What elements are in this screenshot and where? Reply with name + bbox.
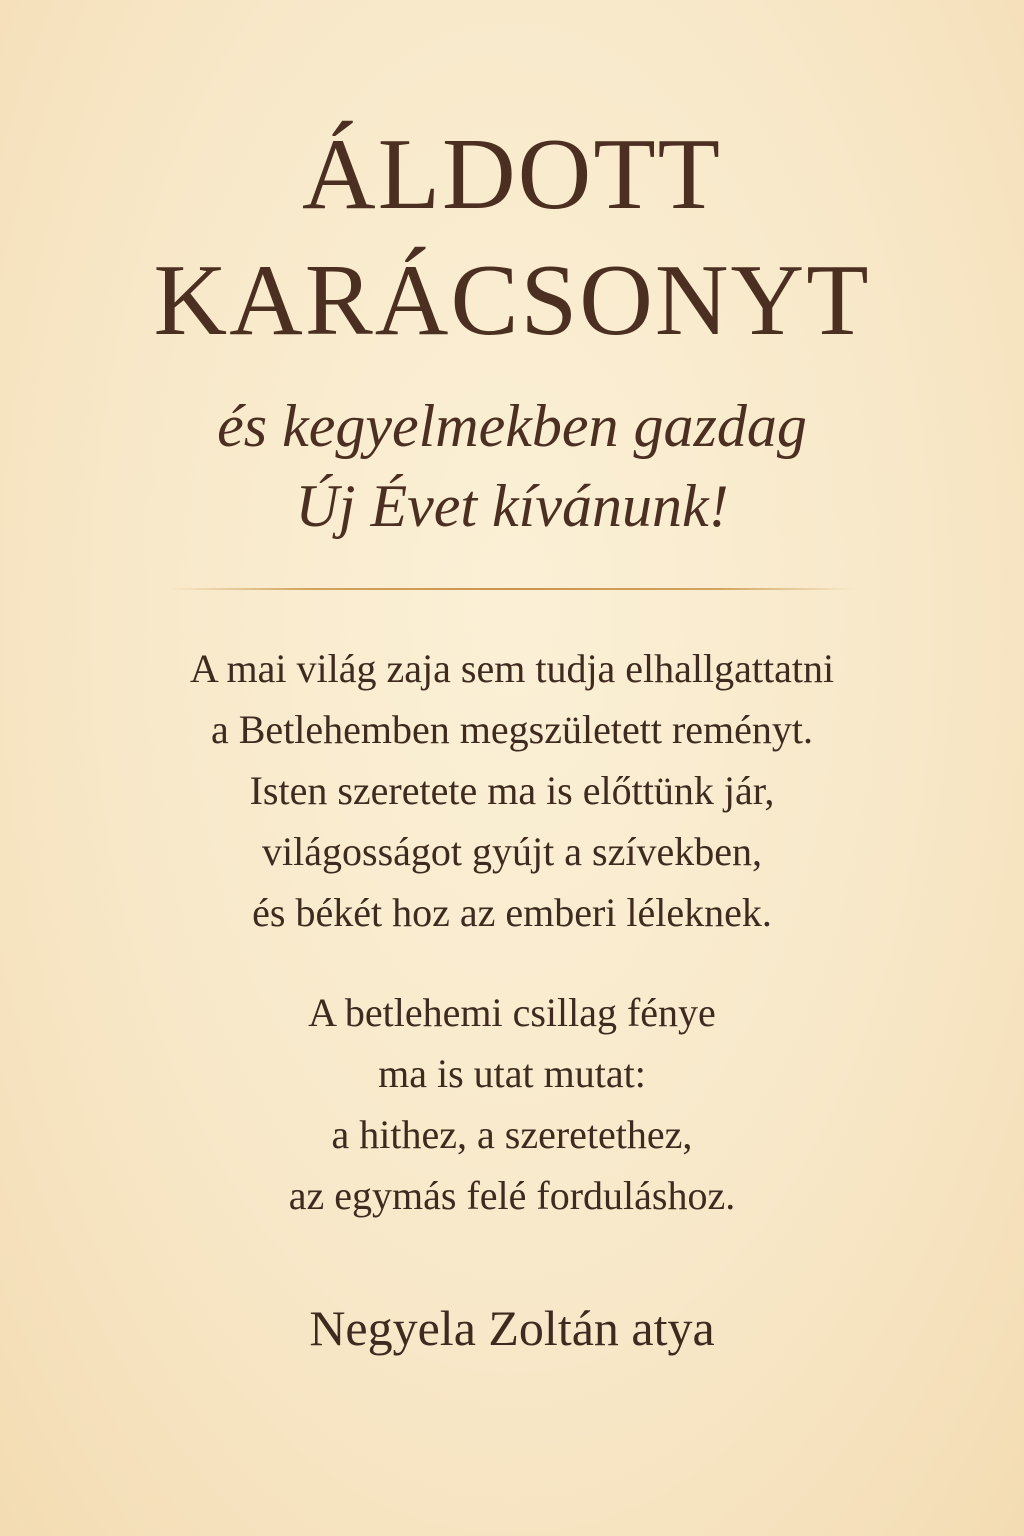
paragraph-1-line: A mai világ zaja sem tudja elhallgattatni xyxy=(189,646,835,691)
title xyxy=(0,112,1024,364)
paragraph-1-line: Isten szeretete ma is előttünk jár, xyxy=(249,768,775,813)
title-line-2: KARÁCSONYT xyxy=(153,244,871,357)
paragraph-1-line: és békét hoz az emberi léleknek. xyxy=(252,890,772,935)
paragraph-2-line: az egymás felé forduláshoz. xyxy=(288,1173,736,1218)
paragraph-1-line: világosságot gyújt a szívekben, xyxy=(262,829,762,874)
paragraph-2-line: ma is utat mutat: xyxy=(378,1051,646,1096)
subtitle xyxy=(0,386,1024,546)
subtitle-line-1: és kegyelmekben gazdag xyxy=(217,393,807,459)
paragraph-2-line: a hithez, a szeretethez, xyxy=(331,1112,693,1157)
paragraph-2-line: A betlehemi csillag fénye xyxy=(308,990,716,1035)
signature: Negyela Zoltán atya xyxy=(309,1300,715,1356)
paragraph-1-line: a Betlehemben megszületett reményt. xyxy=(211,707,813,752)
paragraph-1 xyxy=(0,638,1024,943)
paragraph-2 xyxy=(0,982,1024,1226)
divider xyxy=(168,588,856,590)
title-line-1: ÁLDOTT xyxy=(302,118,722,231)
subtitle-line-2: Új Évet kívánunk! xyxy=(295,473,729,539)
